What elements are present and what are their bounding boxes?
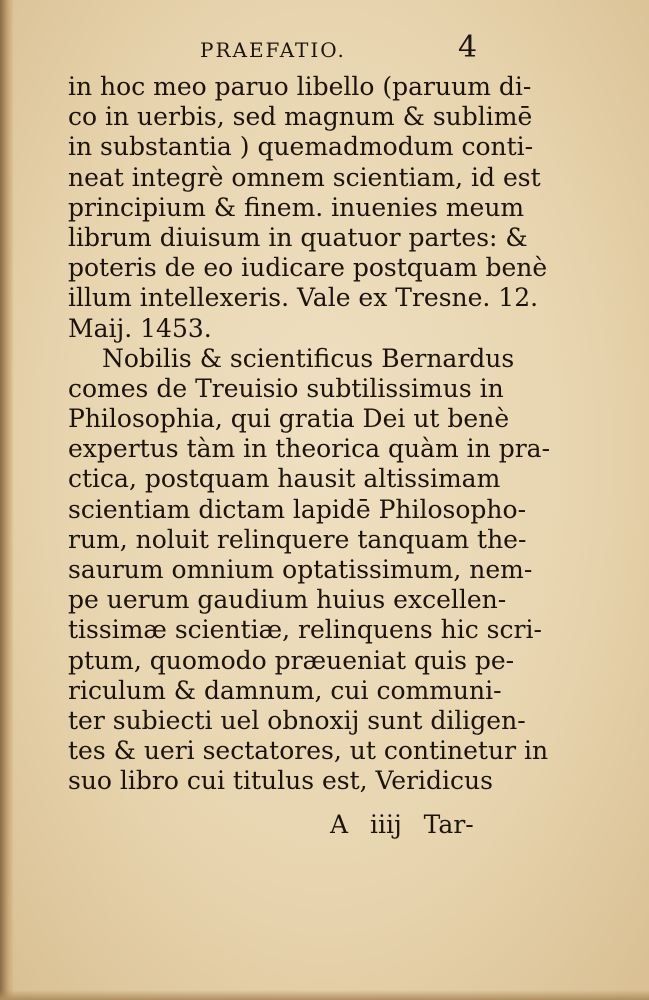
text-line: in substantia ) quemadmodum conti- [68,132,534,162]
text-line: tes & ueri sectatores, ut continetur in [68,736,549,766]
page-binding-edge [0,0,14,1000]
text-line: scientiam dictam lapidē Philosopho- [68,494,527,524]
text-line: ter subiecti uel obnoxij sunt diligen- [68,705,526,735]
running-head: PRAEFATIO. [200,38,346,62]
page-number: 4 [458,30,478,65]
body-text [68,72,551,797]
page-bottom-edge [0,990,649,1000]
text-line: tissimæ scientiæ, relinquens hic scri- [68,615,542,645]
text-line: librum diuisum in quatuor partes: & [68,222,528,252]
text-line: illum intellexeris. Vale ex Tresne. 12. [68,283,539,313]
text-line: Maij. 1453. [68,313,212,343]
text-line: riculum & damnum, cui communi- [68,675,502,705]
text-line: Philosophia, qui gratia Dei ut benè [68,404,510,434]
text-line: rum, noluit relinquere tanquam the- [68,524,527,554]
paragraph-start-line: Nobilis & scientificus Bernardus [102,343,515,373]
text-line: co in uerbis, sed magnum & sublimē [68,102,533,132]
text-line: pe uerum gaudium huius excellen- [68,585,507,615]
text-line: in hoc meo paruo libello (paruum di- [68,72,532,101]
text-line: comes de Treuisio subtilissimus in [68,373,504,403]
text-line: suo libro cui titulus est, Veridicus [68,766,493,796]
text-line: principium & finem. inuenies meum [68,192,525,222]
text-line: saurum omnium optatissimum, nem- [68,555,533,584]
text-line: ctica, postquam hausit altissimam [68,464,501,494]
text-line: expertus tàm in theorica quàm in pra- [68,434,551,464]
signature-mark-catchword: A iiij Tar- [330,810,474,839]
text-line: neat integrè omnem scientiam, id est [68,162,541,192]
text-line: poteris de eo iudicare postquam benè [68,253,548,283]
text-line: ptum, quomodo præueniat quis pe- [68,645,515,675]
